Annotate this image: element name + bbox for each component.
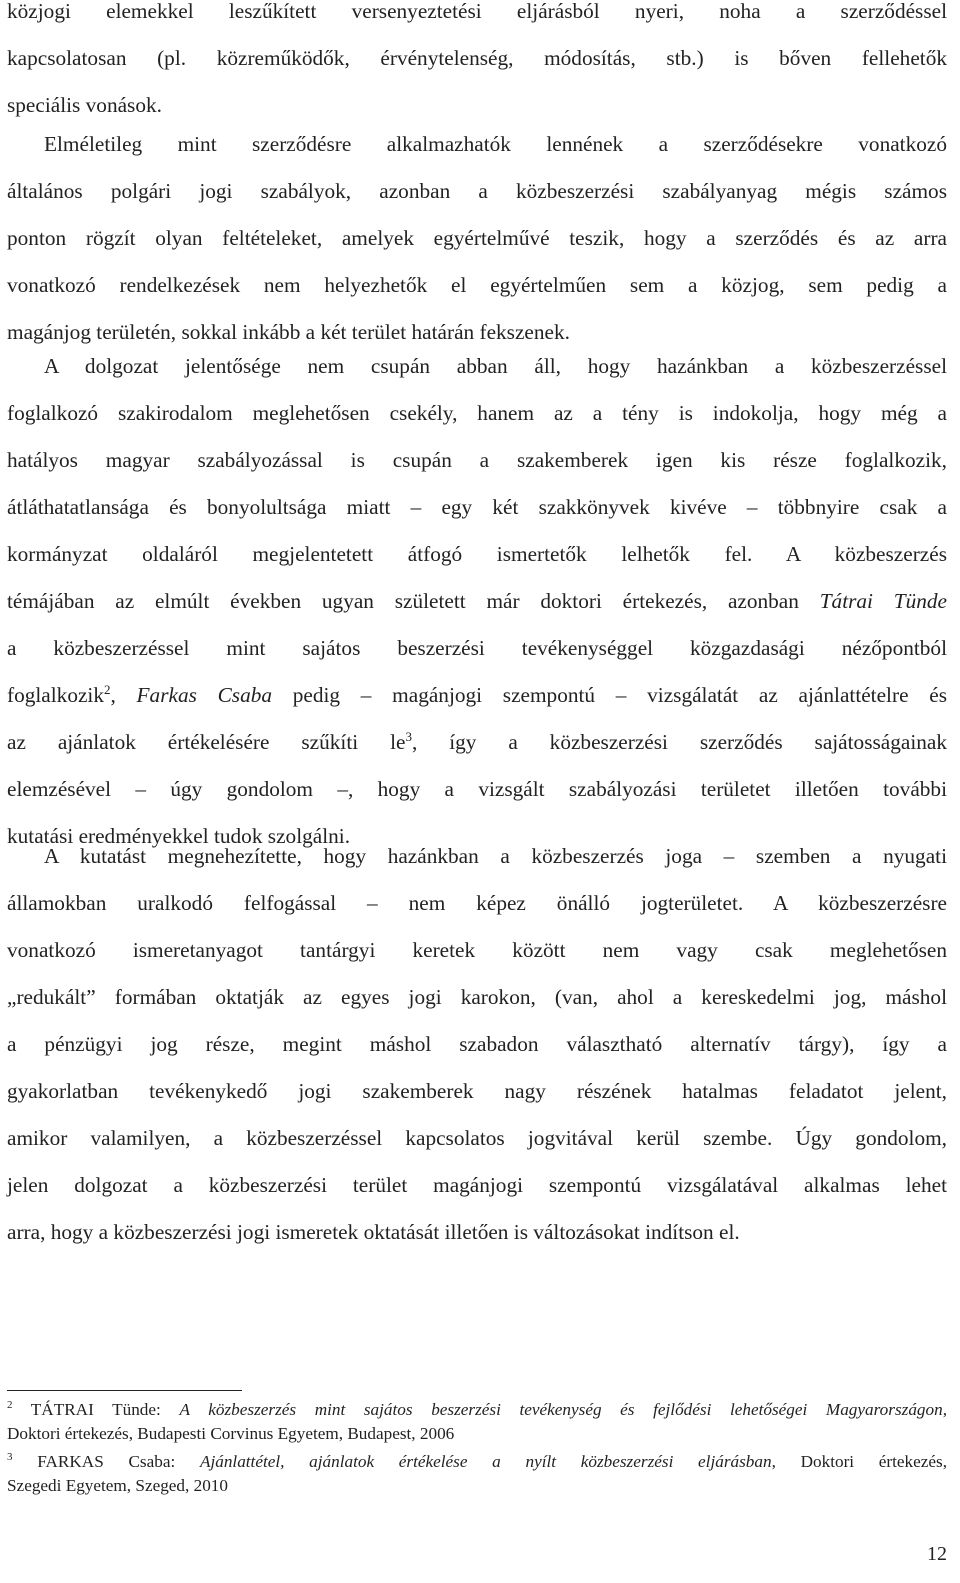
footnote-author: TÁTRAI Tünde: — [12, 1400, 180, 1419]
text-segment: az ajánlatok értékelésére szűkíti le — [7, 730, 406, 754]
text-line: kutatási eredményekkel tudok szolgálni. — [7, 824, 351, 848]
text-line: jelen dolgozat a közbeszerzési terület magánjogi szempontú vizsgálatával alkalmas lehet — [7, 1173, 947, 1197]
text-line: arra, hogy a közbeszerzési jogi ismeretek oktatását illetően is változásokat indítson el. — [7, 1220, 740, 1244]
paragraph-significance — [7, 343, 947, 860]
text-line: a pénzügyi jog része, megint máshol szabadon választható alternatív tárgy), így a — [7, 1032, 947, 1056]
text-line — [7, 672, 947, 719]
text-line: Elméletileg mint szerződésre alkalmazhatók lennének a szerződésekre vonatkozó — [44, 132, 947, 156]
footnote-3 — [7, 1450, 947, 1498]
author-name-tatrai: Tátrai Tünde — [819, 589, 947, 613]
text-segment: , — [110, 683, 137, 707]
text-segment: , így a közbeszerzési szerződés sajátosságainak — [411, 730, 947, 754]
text-line: ponton rögzít olyan feltételeket, amelyek egyértelművé teszik, hogy a szerződés és az arra — [7, 226, 947, 250]
text-line — [7, 578, 947, 625]
footnote-number: 3 — [7, 1451, 13, 1463]
text-line: A kutatást megnehezítette, hogy hazánkban a közbeszerzés joga – szemben a nyugati — [44, 844, 947, 868]
footnote-line — [7, 1450, 947, 1474]
author-name-farkas: Farkas Csaba — [136, 683, 273, 707]
paragraph-intro — [7, 0, 947, 129]
text-line — [7, 719, 947, 766]
text-line: általános polgári jogi szabályok, azonban a közbeszerzési szabályanyag mégis számos — [7, 179, 947, 203]
text-line: amikor valamilyen, a közbeszerzéssel kapcsolatos jogvitával kerül szembe. Úgy gondolom, — [7, 1126, 947, 1150]
page-number: 12 — [927, 1543, 947, 1565]
footnote-line — [7, 1398, 947, 1422]
text-line: vonatkozó ismeretanyagot tantárgyi keretek között nem vagy csak meglehetősen — [7, 938, 947, 962]
paragraph-theory — [7, 121, 947, 356]
footnote-ref-2[interactable]: 2 — [104, 682, 111, 697]
text-line: átláthatatlansága és bonyolultsága miatt – egy két szakkönyvek kivéve – többnyire csak a — [7, 495, 947, 519]
text-line: hatályos magyar szabályozással is csupán a szakemberek igen kis része foglalkozik, — [7, 448, 947, 472]
text-line: a közbeszerzéssel mint sajátos beszerzési tevékenységgel közgazdasági nézőpontból — [7, 636, 947, 660]
text-line: államokban uralkodó felfogással – nem képez önálló jogterületet. A közbeszerzésre — [7, 891, 947, 915]
text-line: „redukált” formában oktatják az egyes jogi karokon, (van, ahol a kereskedelmi jog, máshol — [7, 985, 947, 1009]
text-segment: , — [942, 1400, 948, 1419]
text-line: kapcsolatosan (pl. közreműködők, érvénytelenség, módosítás, stb.) is bőven fellehetők — [7, 46, 947, 70]
text-line: közjogi elemekkel leszűkített versenyeztetési eljárásból nyeri, noha a szerződéssel — [7, 0, 947, 23]
text-segment: pedig – magánjogi szempontú – vizsgálatát az ajánlattételre és — [272, 683, 947, 707]
text-line: gyakorlatban tevékenykedő jogi szakemberek nagy részének hatalmas feladatot jelent, — [7, 1079, 947, 1103]
text-line: vonatkozó rendelkezések nem helyezhetők el egyértelműen sem a közjog, sem pedig a — [7, 273, 947, 297]
footnote-title: A közbeszerzés mint sajátos beszerzési tevékenység és fejlődési lehetőségei Magyarországon — [179, 1400, 943, 1419]
footnote-line: Szegedi Egyetem, Szeged, 2010 — [7, 1476, 228, 1495]
paragraph-research — [7, 833, 947, 1256]
footnote-title: Ajánlattétel, ajánlatok értékelése a nyílt közbeszerzési eljárásban — [199, 1452, 772, 1471]
text-line: A dolgozat jelentősége nem csupán abban áll, hogy hazánkban a közbeszerzéssel — [44, 354, 947, 378]
text-line: elemzésével – úgy gondolom –, hogy a vizsgált szabályozási területet illetően további — [7, 777, 947, 801]
footnote-line: Doktori értekezés, Budapesti Corvinus Egyetem, Budapest, 2006 — [7, 1424, 455, 1443]
text-line: speciális vonások. — [7, 93, 162, 117]
text-line: magánjog területén, sokkal inkább a két terület határán fekszenek. — [7, 320, 570, 344]
footnote-author: FARKAS Csaba: — [12, 1452, 200, 1471]
footnote-separator — [7, 1390, 242, 1391]
text-segment: témájában az elmúlt években ugyan született már doktori értekezés, azonban — [7, 589, 820, 613]
footnote-2 — [7, 1398, 947, 1446]
text-line: kormányzat oldaláról megjelentetett átfogó ismertetők lelhetők fel. A közbeszerzés — [7, 542, 947, 566]
footnote-number: 2 — [7, 1399, 13, 1411]
text-segment: , Doktori értekezés, — [771, 1452, 947, 1471]
footnote-ref-3[interactable]: 3 — [405, 729, 412, 744]
text-segment: foglalkozik — [7, 683, 104, 707]
text-line: foglalkozó szakirodalom meglehetősen csekély, hanem az a tény is indokolja, hogy még a — [7, 401, 947, 425]
